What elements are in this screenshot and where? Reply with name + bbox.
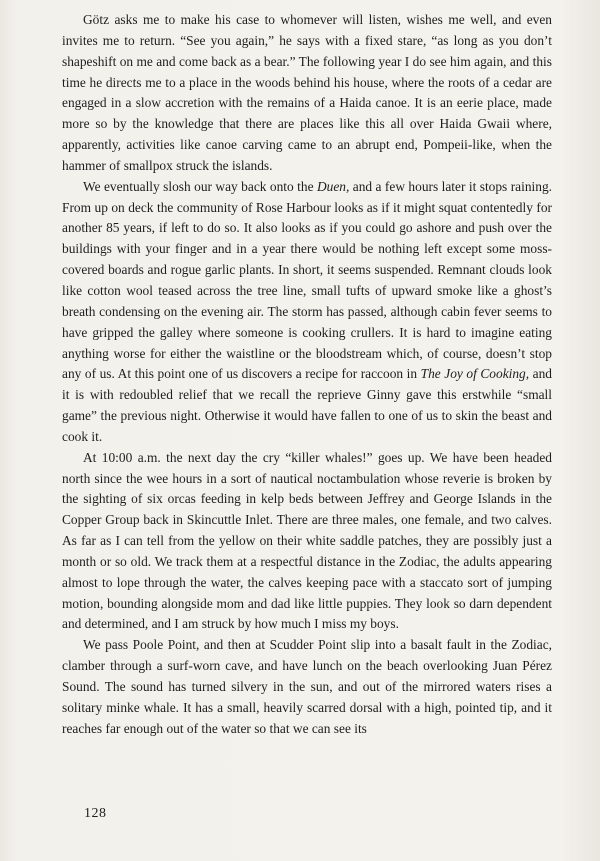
paragraph-text: We pass Poole Point, and then at Scudder Point slip into a basalt fault in the Zodiac, clamber through a surf-worn cave, and have lunch on the beach overlooking Juan Pérez Sound. The sound has turned silvery in the sun, and out of the mirrored waters rises a solitary minke whale. It has a small, heavily scarred dorsal with a high, pointed tip, and it reaches far enough out of the water so that we can see its: [62, 637, 552, 736]
body-text: [62, 10, 552, 740]
paragraph-text: We eventually slosh our way back onto the: [83, 178, 317, 194]
paragraph-text: and it is with redoubled relief that we recall the reprieve Ginny gave this erstwhile “small game” the previous night. Otherwise it would have fallen to one of us to skin the beast and cook it.: [62, 366, 552, 444]
boat-name: Duen,: [316, 178, 350, 194]
book-title: The Joy of Cooking,: [420, 366, 530, 382]
paragraph-gotz: [62, 10, 552, 177]
page-number: 128: [84, 806, 107, 821]
paragraph-killer-whales: [62, 448, 552, 636]
paragraph-text: Götz asks me to make his case to whomever will listen, wishes me well, and even invites me to return. “See you again,” he says with a fixed stare, “as long as you don’t shapeshift on me and come back as a bear.” The following year I do see him again, and this time he directs me to a place in the woods behind his house, where the roots of a cedar are engaged in a slow accretion with the remains of a Haida canoe. It is an eerie place, made more so by the knowledge that there are places like this all over Haida Gwaii where, apparently, activities like canoe carving came to an abrupt end, Pompeii-like, when the hammer of smallpox struck the islands.: [62, 12, 552, 173]
paragraph-poole-point: [62, 635, 552, 739]
paragraph-text: At 10:00 a.m. the next day the cry “killer whales!” goes up. We have been headed north since the wee hours in a sort of nautical noctambulation whose reverie is broken by the sighting of six orcas feeding in kelp beds between Jeffrey and George Islands in the Copper Group back in Skincuttle Inlet. There are three males, one female, and two calves. As far as I can tell from the yellow on their white saddle patches, they are possibly just a month or so old. We track them at a respectful distance in the Zodiac, the adults appearing almost to lope through the water, the calves keeping pace with a staccato sort of jumping motion, bounding alongside mom and dad like little puppies. They look so darn dependent and determined, and I am struck by how much I miss my boys.: [62, 449, 552, 632]
paragraph-text: and a few hours later it stops raining. From up on deck the community of Rose Harbour looks as if it might squat contentedly for another 85 years, if left to do so. It also looks as if you could go ashore and push over the buildings with your finger and in a year there would be nothing left except some moss-covered boards and rogue garlic plants. In short, it seems suspended. Remnant clouds look like cotton wool teased across the tree line, small tufts of upward smoke like a ghost’s breath condensing on the evening air. The storm has passed, although cabin fever seems to have gripped the galley where someone is cooking crullers. It is hard to imagine eating anything worse for either the waistline or the bloodstream which, of course, doesn’t stop any of us. At this point one of us discovers a recipe for raccoon in: [62, 178, 552, 382]
paragraph-rose-harbour: [62, 177, 552, 448]
